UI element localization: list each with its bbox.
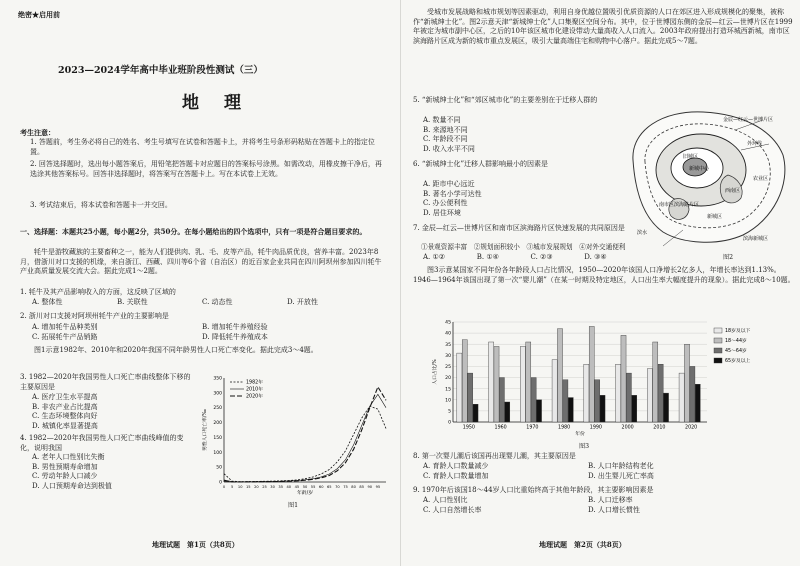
fig1-x-tick-10: 50	[302, 485, 308, 489]
q1-option-c[interactable]: C. 动态性	[202, 298, 233, 306]
fig3-x-tick-6: 2010	[653, 425, 666, 431]
fig2-label-old-town: 旧城区	[683, 154, 699, 160]
fig3-legend-label-3: 65岁及以上	[725, 359, 751, 364]
fig1-y-tick-0: 0	[219, 480, 222, 486]
question-2: 2. 浙川对口支援对阿坝州牦牛产业的主要影响是	[20, 312, 169, 320]
fig3-bar-2010-1	[653, 342, 658, 422]
fig1-y-label: 男性人口死亡率/‰	[203, 409, 208, 451]
q1-option-b[interactable]: B. 关联性	[117, 298, 148, 306]
subject-title: 地 理	[182, 93, 245, 113]
fig1-x-tick-2: 10	[237, 485, 243, 489]
fig2-label-center: 新城中心	[689, 166, 710, 172]
fig3-x-tick-7: 2020	[685, 425, 698, 431]
q4-option-a[interactable]: A. 老年人口性别比失衡	[32, 453, 105, 461]
fig1-x-tick-19: 95	[375, 485, 381, 489]
fig1-legend-label-1: 2010年	[246, 387, 264, 393]
fig3-bar-1970-2	[531, 378, 536, 422]
q8-option-c[interactable]: C. 育龄人口数量增加	[423, 471, 489, 480]
figure-3-bar-chart	[429, 318, 774, 442]
question-4-options	[32, 453, 112, 491]
fig1-x-tick-18: 90	[367, 485, 373, 489]
figure-1-line-chart	[198, 370, 393, 500]
q2-option-d[interactable]: D. 降低牦牛养殖成本	[202, 332, 268, 341]
fig1-x-tick-15: 75	[343, 485, 348, 489]
passage-4: 图3示意某国家不同年份各年龄段人口占比情况，1950—2020年该国人口净增长2亿多人，年增长率达到1.13%。1946—1964年该国出现了第一次“婴儿潮”（在某一时期及特定地区，人口出生率大幅度提升的现象）。据此完成8～10题。	[413, 266, 795, 284]
section-title: 一、选择题：本题共25小题，每小题2分，共50分。在每小题给出的四个选项中，只有一项是符合题目要求的。	[20, 227, 367, 236]
q4-option-d[interactable]: D. 人口预期寿命达到极值	[32, 481, 112, 490]
fig1-x-tick-1: 5	[230, 485, 234, 489]
fig1-series-2020年	[224, 387, 386, 482]
fig3-bar-1980-0	[552, 360, 557, 422]
fig1-legend-label-0: 1982年	[246, 380, 264, 386]
exam-page-2	[400, 0, 800, 566]
fig3-x-label: 年份	[575, 432, 585, 437]
passage-3: 受城市发展战略和城市规划等因素驱动，利用自身优越位置吸引优质资源的人口在郊区进入形成规模化的聚集，被称作“新城绅士化”。图2示意天津“新城绅士化”人口集聚区空间分布。其中，位于世博园东侧的金辰—红云—世博片区在1999年被定为城市副中心区，之后的10年该区城市化建设带动大量高收入人口流入。2003年政府提出打造环城西新城，南市区滨海路片区成为新的城市重点发展区，吸引大量高端住宅和购物中心落户。据此完成5～7题。	[413, 8, 793, 46]
fig3-x-tick-1: 1960	[494, 425, 507, 431]
fig3-x-tick-5: 2000	[621, 425, 634, 431]
fig3-bar-2000-3	[632, 395, 637, 422]
fig3-bar-1980-3	[568, 398, 573, 422]
figure-2-map	[623, 100, 795, 252]
fig1-x-tick-6: 30	[270, 485, 275, 489]
fig1-y-tick-7: 350	[213, 376, 222, 382]
fig3-legend-label-0: 18岁及以下	[725, 329, 751, 334]
fig3-legend-swatch-0	[714, 328, 722, 333]
fig3-bar-1990-0	[584, 364, 589, 422]
exam-title: 2023—2024学年高中毕业班阶段性测试（三）	[58, 65, 263, 76]
question-7: 7. 金辰—红云—世博片区和南市区滨海路片区快速发展的共同原因是	[413, 224, 625, 232]
question-9: 9. 1970年后该国18～44岁人口比重始终高于其他年龄段，其主要影响因素是	[413, 486, 654, 494]
q9-option-c[interactable]: C. 人口自然增长率	[423, 505, 482, 514]
fig3-bar-2010-3	[663, 393, 668, 422]
q3-option-b[interactable]: B. 非农产业占比提高	[32, 402, 98, 411]
fig3-y-tick-0: 0	[448, 420, 451, 426]
fig1-x-tick-7: 35	[278, 485, 283, 489]
q6-option-a[interactable]: A. 距市中心远近	[423, 180, 475, 188]
fig2-label-new-district: 新城区	[707, 214, 723, 220]
fig3-bar-2010-0	[647, 369, 652, 422]
fig3-bar-1950-2	[468, 373, 473, 422]
fig3-bar-2000-1	[621, 335, 626, 422]
question-7-statements: ①景观资源丰富 ②规划面积较小 ③城市发展规划 ④对外交通便利	[421, 243, 626, 251]
q3-option-c[interactable]: C. 生态环境整体向好	[32, 412, 98, 421]
question-5-options	[423, 116, 475, 154]
q8-option-a[interactable]: A. 育龄人口数量减少	[423, 462, 489, 470]
q2-option-c[interactable]: C. 拓展牦牛产品销路	[32, 332, 98, 341]
passage-1: 牦牛是游牧藏族的主要畜种之一，能为人们提供肉、乳、毛、皮等产品，牦牛肉品质优良，营养丰富。2023年8月，借浙川对口支援的机缘，来自浙江、西藏、四川等6个省（自治区）的近百家企业共同在四川阿坝州参加四川牦牛产业高质量发展交流大会。据此完成1～2题。	[20, 248, 382, 275]
fig3-bar-1950-1	[462, 340, 467, 422]
q1-option-a[interactable]: A. 整体性	[32, 298, 63, 306]
fig3-x-tick-4: 1990	[589, 425, 602, 431]
question-5: 5. “新城绅士化”和“郊区城市化”的主要差别在于迁移人群的	[413, 96, 598, 104]
q6-option-c[interactable]: C. 办公便利性	[423, 199, 468, 208]
fig3-bar-1980-2	[563, 380, 568, 422]
fig3-bar-2010-2	[658, 364, 663, 422]
q9-option-a[interactable]: A. 人口性别比	[423, 496, 468, 504]
fig1-y-tick-4: 200	[213, 421, 222, 427]
q7-option-c[interactable]: C. ②③	[530, 253, 553, 261]
fig3-y-tick-1: 5	[448, 409, 451, 415]
q6-option-b[interactable]: B. 著名小学可达性	[423, 189, 482, 198]
q9-option-b[interactable]: B. 人口迁移率	[588, 496, 633, 504]
passage-2: 图1示意1982年、2010年和2020年我国不同年龄男性人口死亡率变化。据此完成3～4题。	[34, 346, 318, 354]
fig1-series-1982年	[224, 406, 386, 481]
question-3-options	[32, 393, 98, 431]
fig3-legend-swatch-2	[714, 348, 722, 353]
fig3-legend-label-1: 18～44岁	[725, 339, 747, 344]
fig3-bar-1960-3	[505, 402, 510, 422]
fig3-bar-2000-2	[626, 373, 631, 422]
question-4: 4. 1982—2020年我国男性人口死亡率曲线峰值的变化，说明我国	[20, 434, 184, 452]
fig3-y-tick-5: 25	[445, 365, 451, 371]
fig1-x-tick-11: 55	[310, 485, 316, 489]
fig1-x-label: 年龄/岁	[296, 491, 314, 496]
page-1-footer: 地理试题 第1页（共8页）	[152, 540, 239, 549]
q8-option-b[interactable]: B. 人口年龄结构老化	[588, 462, 654, 470]
q6-option-d[interactable]: D. 居住环境	[423, 208, 461, 217]
fig2-label-binhai: 滨海新城区	[743, 236, 769, 242]
fig1-x-tick-12: 60	[318, 485, 324, 489]
q3-option-a[interactable]: A. 医疗卫生水平提高	[32, 393, 98, 401]
q7-option-d[interactable]: D. ③④	[584, 253, 607, 261]
question-7-options	[423, 253, 638, 263]
fig3-bar-1990-1	[589, 326, 594, 422]
q7-option-a[interactable]: A. ①②	[423, 253, 446, 261]
fig3-bar-1960-1	[494, 346, 499, 422]
fig1-x-tick-17: 85	[359, 485, 364, 489]
fig1-x-tick-13: 65	[327, 485, 332, 489]
figure-2-caption: 图2	[723, 254, 734, 261]
q5-option-b[interactable]: B. 来源地不同	[423, 125, 468, 134]
question-6: 6. “新城绅士化”迁移人群影响最小的因素是	[413, 160, 549, 168]
q4-option-b[interactable]: B. 男性预期寿命增加	[32, 462, 98, 471]
question-8-options	[423, 462, 753, 481]
notice-3: 3. 考试结束后，将本试卷和答题卡一并交回。	[30, 201, 172, 209]
q2-option-a[interactable]: A. 增加牦牛品种类别	[32, 323, 98, 331]
fig3-bar-2020-3	[695, 384, 700, 422]
fig3-bar-1960-2	[499, 378, 504, 422]
fig1-x-tick-0: 0	[222, 485, 226, 489]
fig3-bar-2000-0	[616, 364, 621, 422]
fig3-x-tick-0: 1950	[462, 425, 475, 431]
fig2-label-farmland: 农业区	[753, 176, 769, 182]
fig3-bar-1970-1	[526, 342, 531, 422]
q9-option-d[interactable]: D. 人口增长惯性	[588, 505, 640, 514]
q2-option-b[interactable]: B. 增加牦牛养殖经验	[202, 323, 268, 331]
fig3-bar-2020-2	[690, 366, 695, 422]
fig3-y-tick-9: 45	[445, 320, 451, 326]
fig3-bar-1970-0	[520, 346, 525, 422]
question-2-options	[32, 323, 372, 342]
fig3-bar-1990-2	[595, 380, 600, 422]
fig1-y-tick-5: 250	[213, 406, 222, 412]
fig3-y-tick-6: 30	[445, 353, 451, 359]
fig1-y-tick-1: 50	[216, 465, 222, 471]
fig2-label-southwest: 西南区	[725, 188, 741, 194]
figure-3-caption: 图3	[579, 443, 590, 450]
fig3-bar-1960-0	[489, 342, 494, 422]
q5-option-c[interactable]: C. 年龄段不同	[423, 135, 468, 144]
fig2-label-nanshi: 南市区滨海路片区	[659, 202, 700, 208]
fig1-x-tick-4: 20	[254, 485, 259, 489]
fig1-y-tick-6: 300	[213, 391, 222, 397]
fig2-label-jinchen: 金辰—红云—世博片区	[723, 117, 774, 123]
fig1-x-tick-3: 15	[246, 485, 251, 489]
fig3-bar-2020-1	[684, 344, 689, 422]
fig3-y-tick-7: 35	[445, 342, 451, 348]
fig1-legend-label-2: 2020年	[246, 394, 264, 400]
fig1-x-tick-8: 40	[286, 485, 292, 489]
fig1-x-tick-14: 70	[335, 485, 340, 489]
fig1-x-tick-9: 45	[294, 485, 300, 489]
q4-option-c[interactable]: C. 劳动年龄人口减少	[32, 472, 98, 481]
fig3-legend-label-2: 45～64岁	[725, 349, 747, 354]
notice-heading: 考生注意：	[20, 128, 55, 137]
q1-option-d[interactable]: D. 开放性	[287, 298, 318, 306]
fig3-y-tick-4: 20	[445, 376, 451, 382]
fig2-label-waterfront: 滨水	[637, 230, 648, 236]
question-9-options	[423, 496, 753, 515]
notice-1: 1. 答题前，考生务必将自己的姓名、考生号填写在试卷和答题卡上，并将考生号条形码粘贴在答题卡上的指定位置。	[30, 138, 375, 156]
fig3-bar-2020-0	[679, 373, 684, 422]
confidential-mark: 绝密★启用前	[18, 10, 60, 19]
fig3-bar-1950-0	[457, 353, 462, 422]
fig1-x-tick-5: 25	[262, 485, 267, 489]
page-2-footer: 地理试题 第2页（共8页）	[539, 540, 626, 549]
fig1-y-tick-3: 150	[213, 435, 222, 441]
figure-1-caption: 图1	[288, 502, 299, 509]
fig1-series-2010年	[224, 394, 386, 481]
notice-2: 2. 回答选择题时，选出每小题答案后，用铅笔把答题卡对应题目的答案标号涂黑。如需改动，用橡皮擦干净后，再选涂其他答案标号。回答非选择题时，将答案写在答题卡上。写在本试卷上无效。	[30, 160, 382, 178]
q8-option-d[interactable]: D. 出生婴儿死亡率高	[588, 471, 654, 480]
fig1-x-tick-16: 80	[351, 485, 356, 489]
fig3-x-tick-2: 1970	[526, 425, 539, 431]
question-1-options	[32, 298, 372, 308]
fig3-legend-swatch-1	[714, 338, 722, 343]
fig3-y-tick-2: 10	[445, 398, 451, 404]
fig3-bar-1990-3	[600, 395, 605, 422]
fig3-bar-1970-3	[536, 400, 541, 422]
question-6-options	[423, 180, 482, 218]
question-8: 8. 第一次婴儿潮后该国再出现婴儿潮，其主要原因是	[413, 452, 576, 460]
fig3-x-tick-3: 1980	[558, 425, 571, 431]
fig3-bar-1980-1	[557, 329, 562, 422]
fig2-label-ring: 外环线	[747, 141, 763, 147]
q5-option-d[interactable]: D. 收入水平不同	[423, 144, 475, 153]
q5-option-a[interactable]: A. 数量不同	[423, 116, 461, 124]
q3-option-d[interactable]: D. 城镇化率显著提高	[32, 421, 98, 430]
fig3-y-label: 人口占比/%	[433, 359, 438, 385]
fig3-y-tick-3: 15	[445, 387, 451, 393]
question-1: 1. 牦牛及其产品影响收入的方面，这反映了区域的	[20, 288, 176, 296]
fig3-legend-swatch-3	[714, 358, 722, 363]
q7-option-b[interactable]: B. ①④	[476, 253, 499, 261]
fig3-y-tick-8: 40	[445, 331, 451, 337]
question-3: 3. 1982—2020年我国男性人口死亡率曲线整体下移的主要原因是	[20, 373, 191, 391]
fig3-bar-1950-3	[473, 404, 478, 422]
fig1-y-tick-2: 100	[213, 450, 222, 456]
